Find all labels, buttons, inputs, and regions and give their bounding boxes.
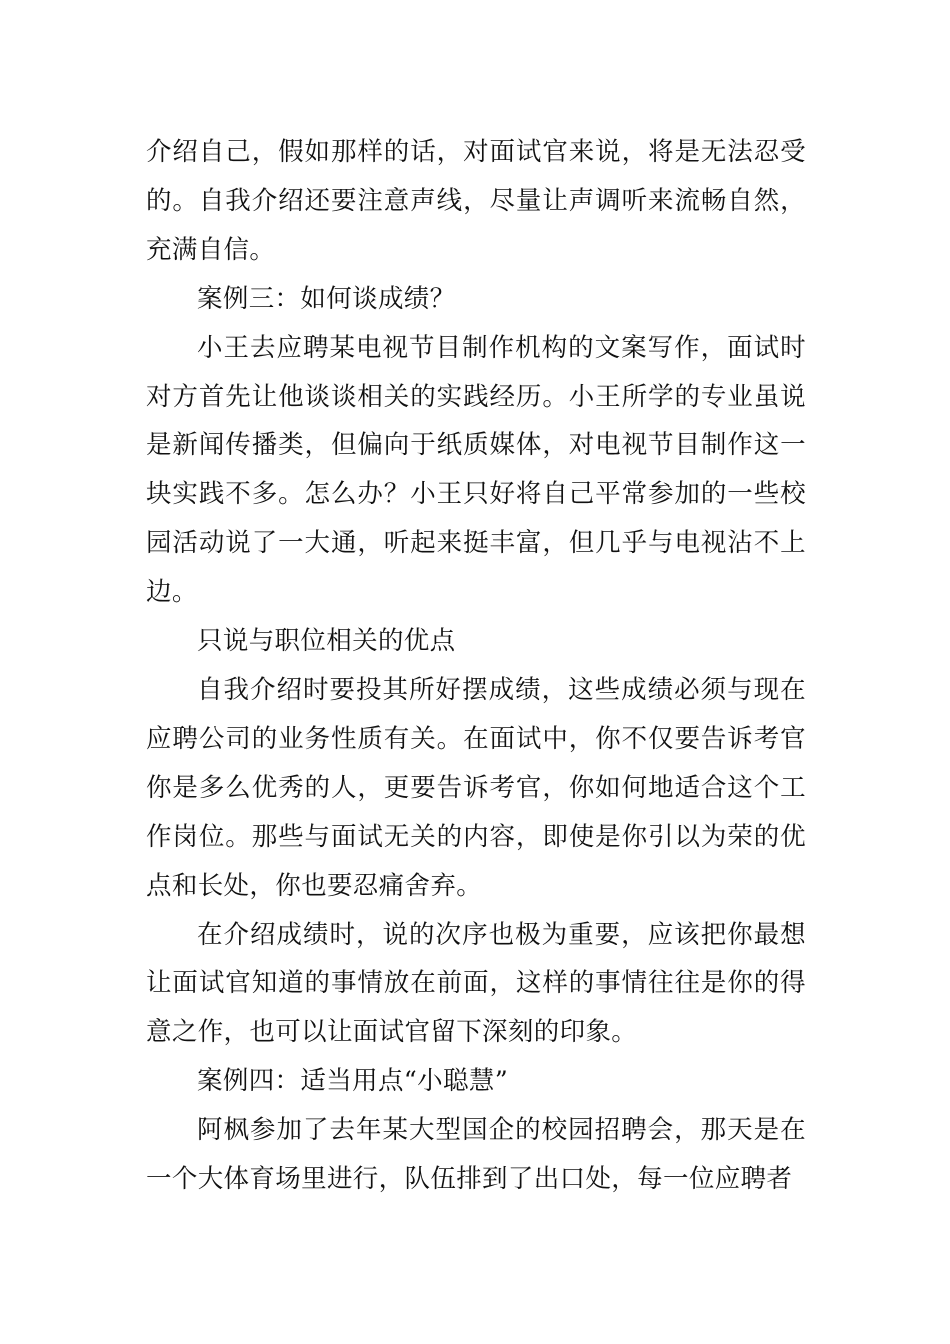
paragraph-case-four: 阿枫参加了去年某大型国企的校园招聘会，那天是在一个大体育场里进行，队伍排到了出口处，每一位应聘者 — [146, 1115, 806, 1195]
heading-case-four: 案例四：适当用点“小聪慧” — [197, 1066, 509, 1097]
paragraph-case-three: 小王去应聘某电视节目制作机构的文案写作，面试时对方首先让他谈谈相关的实践经历。小王所学的专业虽说是新闻传播类，但偏向于纸质媒体，对电视节目制作这一块实践不多。怎么办？小王只好将自己平常参加的一些校园活动说了一大通，听起来挺丰富，但几乎与电视沾不上边。 — [146, 332, 806, 608]
subheading-relevant-strengths: 只说与职位相关的优点 — [197, 626, 456, 657]
heading-case-three: 案例三：如何谈成绩？ — [197, 283, 456, 314]
paragraph-continuation: 介绍自己，假如那样的话，对面试官来说，将是无法忍受的。自我介绍还要注意声线，尽量让声调听来流畅自然，充满自信。 — [146, 137, 806, 265]
paragraph-order-of-achievements: 在介绍成绩时，说的次序也极为重要，应该把你最想让面试官知道的事情放在前面，这样的事情往往是你的得意之作，也可以让面试官留下深刻的印象。 — [146, 919, 806, 1048]
document-page — [146, 128, 806, 1204]
paragraph-relevant-strengths: 自我介绍时要投其所好摆成绩，这些成绩必须与现在应聘公司的业务性质有关。在面试中，你不仅要告诉考官你是多么优秀的人，更要告诉考官，你如何地适合这个工作岗位。那些与面试无关的内容，即使是你引以为荣的优点和长处，你也要忍痛舍弃。 — [146, 674, 806, 901]
